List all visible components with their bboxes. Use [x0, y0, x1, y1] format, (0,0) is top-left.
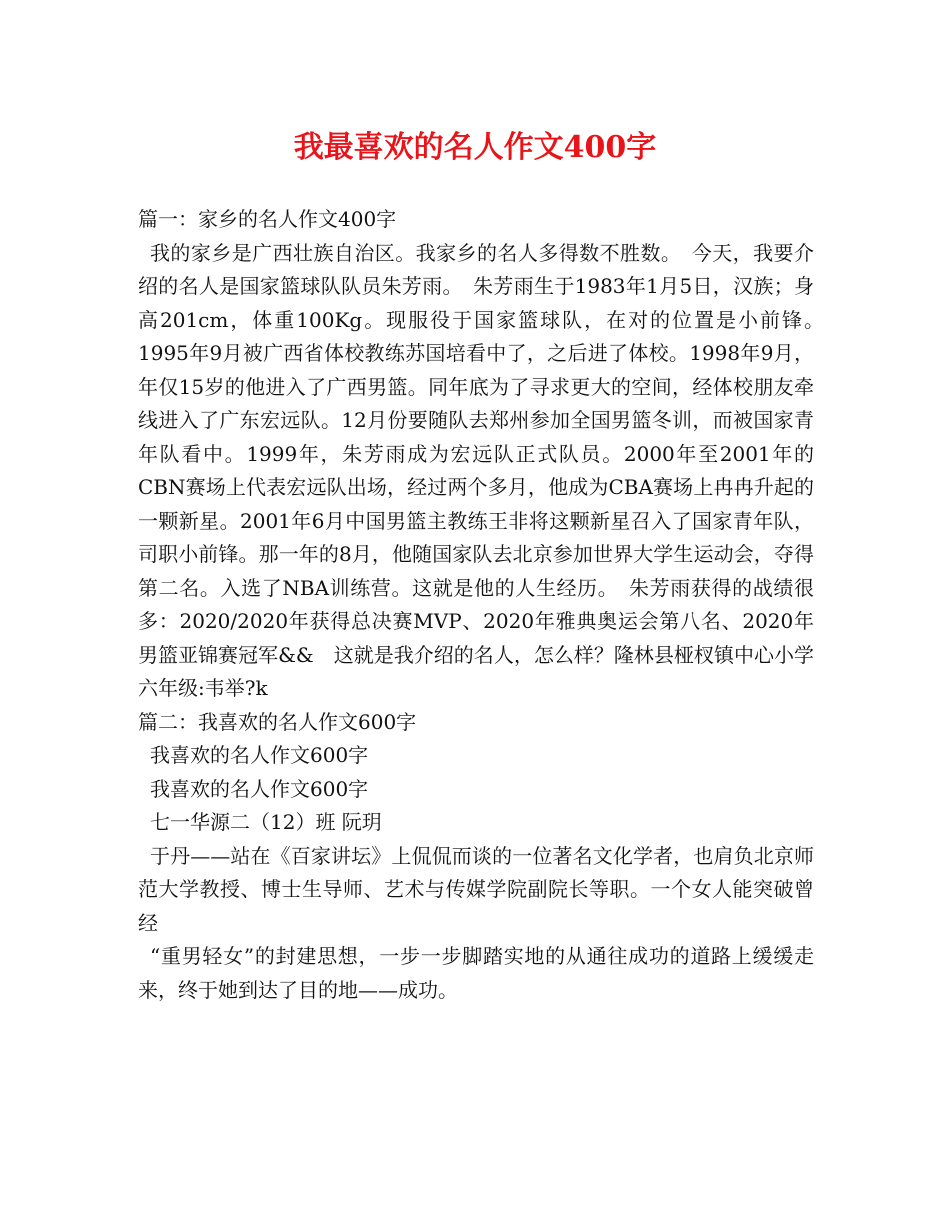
document-title: 我最喜欢的名人作文400字 [293, 130, 657, 165]
section-heading: 篇一：家乡的名人作文400字 [138, 207, 397, 231]
document-body [138, 203, 834, 1007]
body-paragraph: 于丹——站在《百家讲坛》上侃侃而谈的一位著名文化学者，也肩负北京师范大学教授、博士生导师、艺术与传媒学院副院长等职。一个女人能突破曾经 [138, 843, 814, 935]
body-paragraph: 我的家乡是广西壮族自治区。我家乡的名人多得数不胜数。 今天，我要介绍的名人是国家篮球队队员朱芳雨。 朱芳雨生于1983年1月5日，汉族；身高201cm，体重100Kg。现服役于国家篮球队，在对的位置是小前锋。 1995年9月被广西省体校教练苏国培看中了，之后进了体校。1998年9月，年仅15岁的他进入了广西男篮。同年底为了寻求更大的空间，经体校朋友牵线进入了广东宏远队。12月份要随队去郑州参加全国男篮冬训，而被国家青年队看中。1999年，朱芳雨成为宏远队正式队员。2000年至2001年的CBN赛场上代表宏远队出场，经过两个多月，他成为CBA赛场上冉冉升起的一颗新星。2001年6月中国男篮主教练王非将这颗新星召入了国家青年队，司职小前锋。那一年的8月，他随国家队去北京参加世界大学生运动会，夺得第二名。入选了NBA训练营。这就是他的人生经历。 朱芳雨获得的战绩很多：2020/2020年获得总决赛MVP、2020年雅典奥运会第八名、2020年男篮亚锦赛冠军&& 这就是我介绍的名人，怎么样？隆林县桠杈镇中心小学六年级:韦举?k [138, 240, 834, 700]
author-line: 七一华源二（12）班 阮玥 [150, 810, 382, 834]
body-paragraph: 我喜欢的名人作文600字 [150, 776, 369, 801]
section-heading: 篇二：我喜欢的名人作文600字 [138, 709, 417, 734]
body-paragraph: “重男轻女”的封建思想，一步一步脚踏实地的从通往成功的道路上缓缓走来，终于她到达了目的地——成功。 [138, 944, 814, 1002]
body-paragraph: 我喜欢的名人作文600字 [150, 743, 369, 767]
